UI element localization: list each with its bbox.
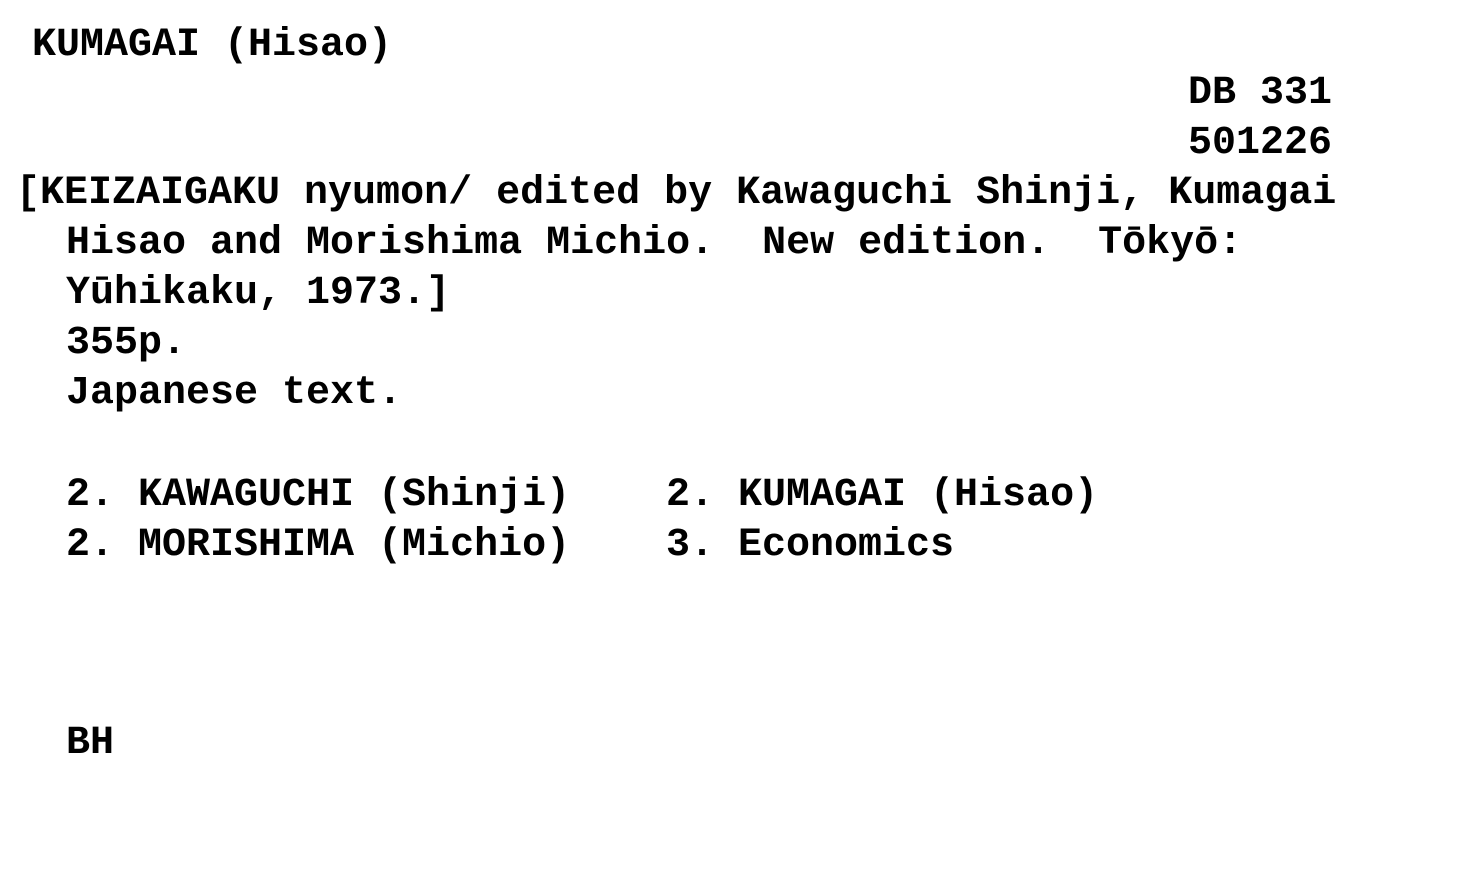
pagination: 355p. <box>66 321 187 366</box>
main-entry-heading: KUMAGAI (Hisao) <box>32 23 393 68</box>
location-code: BH <box>66 721 115 766</box>
call-number-line-1: DB 331 <box>1188 71 1333 116</box>
language-note: Japanese text. <box>66 371 403 416</box>
title-statement-line-1: [KEIZAIGAKU nyumon/ edited by Kawaguchi Shinji, Kumagai <box>16 171 1337 216</box>
tracing-item: 2. KAWAGUCHI (Shinji) <box>66 473 571 518</box>
call-number-line-2: 501226 <box>1188 121 1333 166</box>
tracing-item: 2. KUMAGAI (Hisao) <box>666 473 1099 518</box>
tracing-item: 2. MORISHIMA (Michio) <box>66 523 571 568</box>
title-statement-line-2: Hisao and Morishima Michio. New edition. Tōkyō: <box>66 221 1243 266</box>
tracing-item: 3. Economics <box>666 523 955 568</box>
title-statement-line-3: Yūhikaku, 1973.] <box>66 271 451 316</box>
